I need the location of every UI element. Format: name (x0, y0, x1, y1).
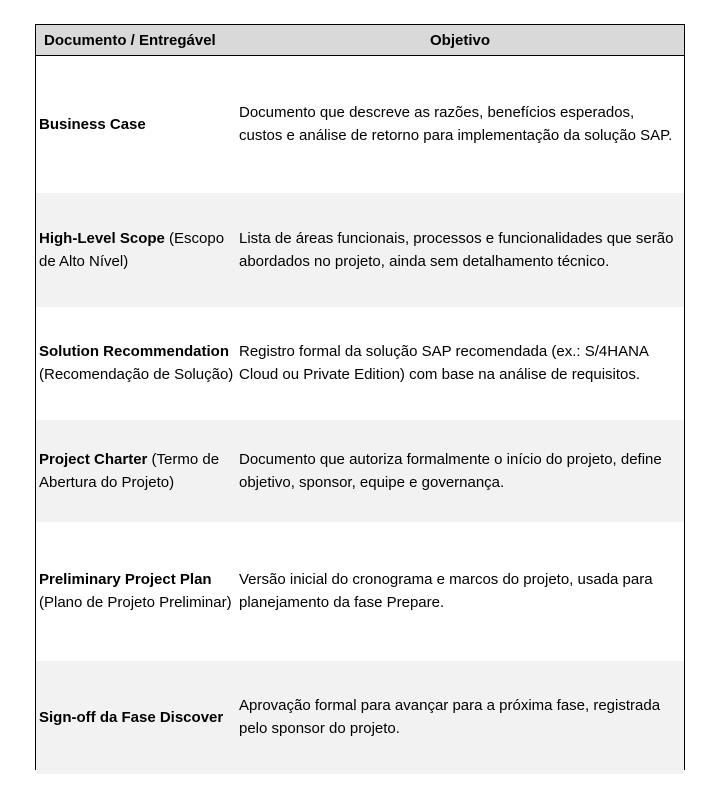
deliverable-translation: (Recomendação de Solução) (39, 366, 234, 383)
deliverable-cell (36, 307, 236, 420)
deliverable-translation: (Termo de Abertura do Projeto) (39, 450, 220, 491)
deliverable-name: Business Case (39, 115, 146, 133)
deliverable-cell (36, 661, 236, 774)
table-row (36, 420, 684, 522)
table-row (36, 307, 684, 420)
table-row (36, 522, 684, 661)
deliverables-table-frame (35, 24, 685, 770)
objective-cell: Aprovação formal para avançar para a próxima fase, registrada pelo sponsor do projeto. (236, 661, 684, 774)
table-row (36, 661, 684, 774)
objective-cell: Registro formal da solução SAP recomendada (ex.: S/4HANA Cloud ou Private Edition) com base na análise de requisitos. (239, 343, 649, 383)
objective-cell: Documento que descreve as razões, benefícios esperados, custos e análise de retorno para implementação da solução SAP. (239, 104, 673, 145)
deliverable-name: Project Charter (39, 450, 148, 468)
deliverable-name: High-Level Scope (39, 229, 165, 247)
deliverable-translation: (Plano de Projeto Preliminar) (39, 594, 232, 611)
deliverable-name: Solution Recommendation (39, 343, 230, 360)
header-objective: Objetivo (236, 25, 684, 56)
table-row (36, 193, 684, 307)
objective-cell: Lista de áreas funcionais, processos e funcionalidades que serão abordados no projeto, ainda sem detalhamento técnico. (236, 193, 684, 307)
table-row (36, 56, 684, 193)
deliverable-name: Preliminary Project Plan (39, 571, 212, 588)
objective-cell: Versão inicial do cronograma e marcos do projeto, usada para planejamento da fase Prepare. (239, 571, 653, 611)
table-header-row (36, 25, 684, 56)
deliverable-translation: (Escopo de Alto Nível) (39, 229, 225, 270)
deliverable-cell (36, 420, 236, 522)
deliverable-cell (36, 522, 236, 661)
header-deliverable: Documento / Entregável (36, 25, 236, 56)
objective-cell: Documento que autoriza formalmente o início do projeto, define objetivo, sponsor, equipe e governança. (236, 420, 684, 522)
deliverable-name: Sign-off da Fase Discover (39, 708, 224, 726)
deliverables-table (36, 25, 684, 774)
deliverable-cell (36, 193, 236, 307)
deliverable-cell (36, 56, 236, 193)
